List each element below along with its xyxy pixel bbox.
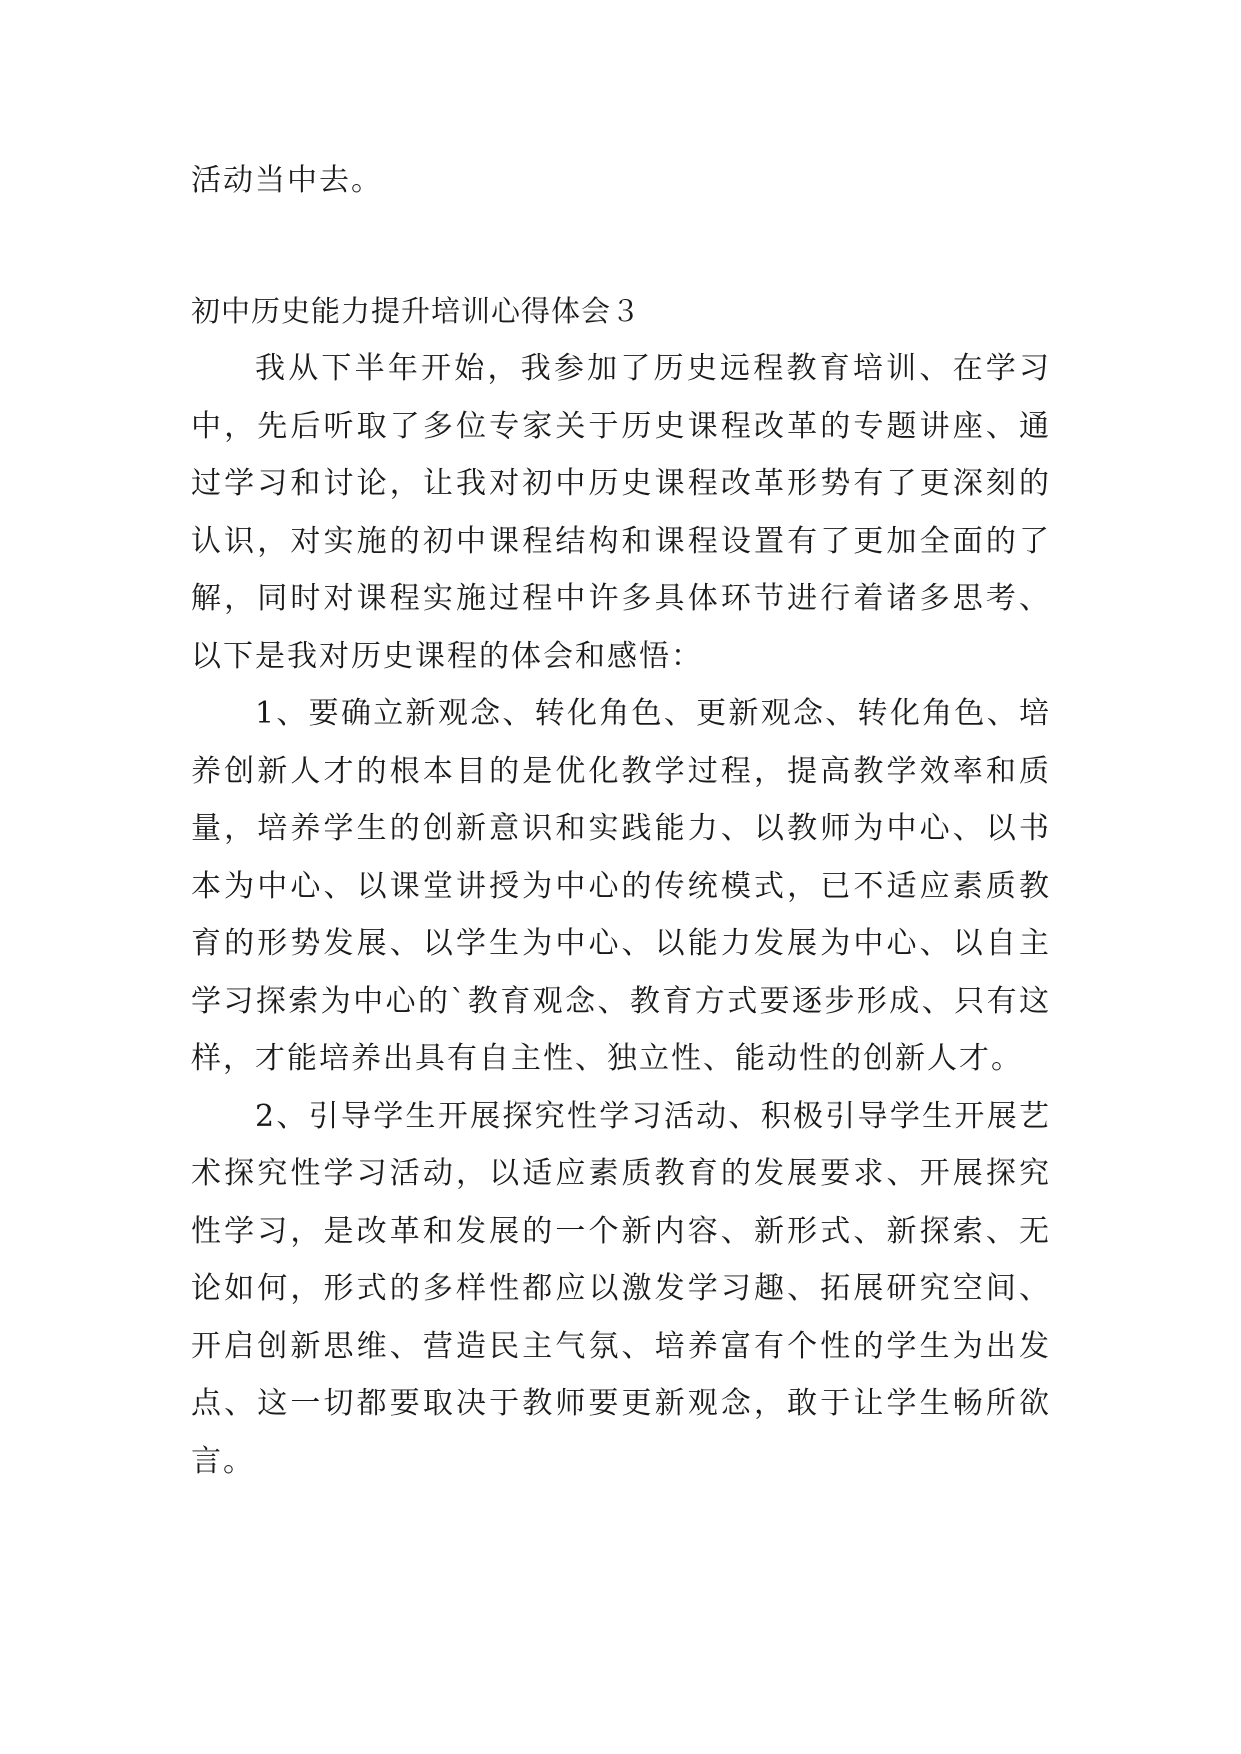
body-paragraph-point-2: 2、引导学生开展探究性学习活动、积极引导学生开展艺术探究性学习活动，以适应素质教育的发展要求、开展探究性学习，是改革和发展的一个新内容、新形式、新探索、无论如何，形式的多样性都应以激发学习趣、拓展研究空间、开启创新思维、营造民主气氛、培养富有个性的学生为出发点、这一切都要取决于教师要更新观念，敢于让学生畅所欲言。 xyxy=(191,1098,1051,1479)
section-heading: 初中历史能力提升培训心得体会３ xyxy=(191,293,642,328)
body-paragraph-point-1: 1、要确立新观念、转化角色、更新观念、转化角色、培养创新人才的根本目的是优化教学过程，提高教学效率和质量，培养学生的创新意识和实践能力、以教师为中心、以书本为中心、以课堂讲授为中心的传统模式，已不适应素质教育的形势发展、以学生为中心、以能力发展为中心、以自主学习探索为中心的`教育观念、教育方式要逐步形成、只有这样，才能培养出具有自主性、独立性、能动性的创新人才。 xyxy=(191,696,1051,1076)
body-paragraph-intro: 我从下半年开始，我参加了历史远程教育培训、在学习中，先后听取了多位专家关于历史课程改革的专题讲座、通过学习和讨论，让我对初中历史课程改革形势有了更深刻的认识，对实施的初中课程结构和课程设置有了更加全面的了解，同时对课程实施过程中许多具体环节进行着诸多思考、以下是我对历史课程的体会和感悟： xyxy=(191,351,1051,674)
document-body xyxy=(191,152,1051,1490)
lead-fragment: 活动当中去。 xyxy=(191,163,383,198)
